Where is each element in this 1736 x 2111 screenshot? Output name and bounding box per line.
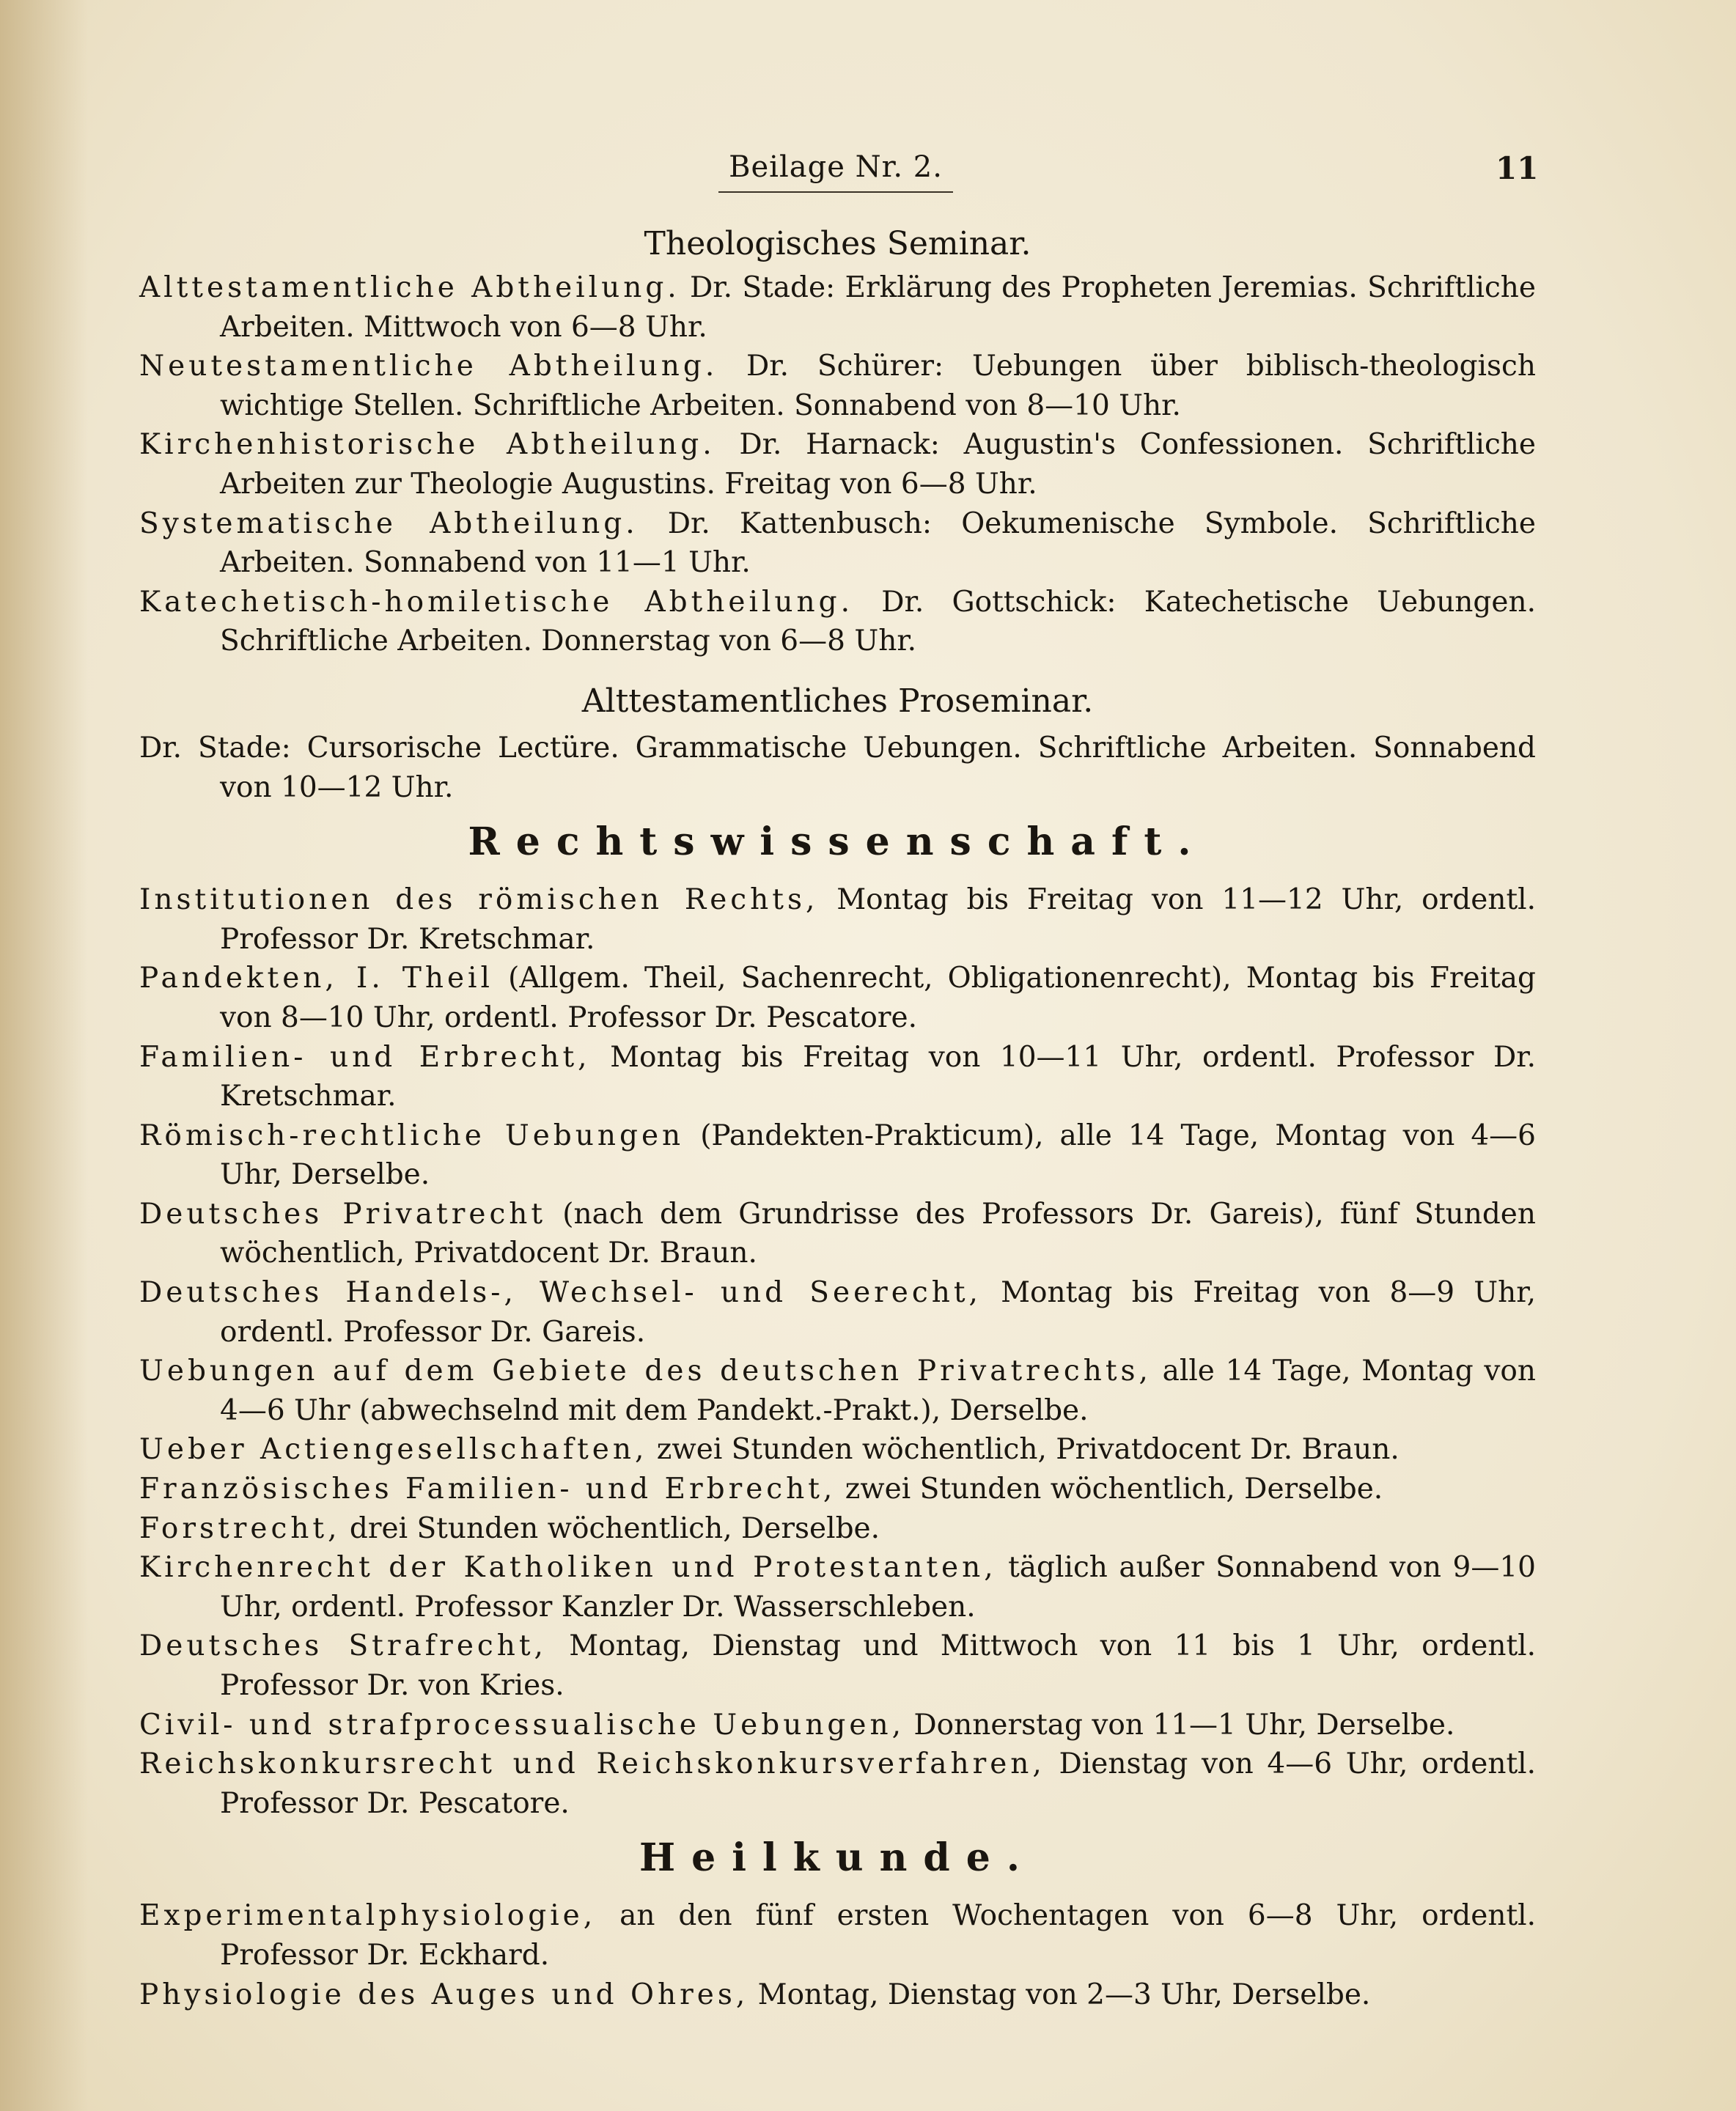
entry-lead: Ueber Actiengesellschaften, [139,1433,648,1467]
entry-text: Dr. Harnack: Augustin's Confessionen. Schriftliche Arbeiten zur Theologie Augustins. Freitag von 6—8 Uhr. [220,428,1537,501]
entry-lead: Institutionen des römischen Rechts, [139,883,819,917]
entry-text: Montag bis Freitag von 11—12 Uhr, ordentl. Professor Dr. Kretschmar. [220,883,1536,956]
entry-text: täglich außer Sonnabend von 9—10 Uhr, ordentl. Professor Kanzler Dr. Wasserschleben. [220,1551,1536,1624]
entry-text: an den fünf ersten Wochentagen von 6—8 Uhr, ordentl. Professor Dr. Eckhard. [220,1899,1536,1972]
entry-lead: Alttestamentliche Abtheilung. [139,271,680,304]
entry-text: zwei Stunden wöchentlich, Privatdocent Dr. Braun. [647,1433,1400,1467]
entry-text: Dr. Gottschick: Katechetische Uebungen. Schriftliche Arbeiten. Donnerstag von 6—8 Uhr. [220,585,1536,658]
entry-lead: Familien- und Erbrecht, [139,1040,591,1074]
entry-text: Montag, Dienstag und Mittwoch von 11 bis 1 Uhr, ordentl. Professor Dr. von Kries. [220,1629,1536,1702]
entry-lead: Römisch-rechtliche Uebungen [139,1119,685,1152]
entry-lead: Deutsches Strafrecht, [139,1629,547,1663]
entry-text: drei Stunden wöchentlich, Derselbe. [340,1511,880,1545]
entry-text: alle 14 Tage, Montag von 4—6 Uhr (abwechselnd mit dem Pandekt.-Prakt.), Derselbe. [220,1355,1536,1427]
section-heading-proseminar: Alttestamentliches Proseminar. [581,682,1094,720]
course-entry [139,1116,1536,1195]
course-entry [139,425,1536,504]
entry-lead: Deutsches Handels-, Wechsel- und Seerecht, [139,1276,982,1310]
entry-lead: Systematische Abtheilung. [139,506,639,540]
law-entries [139,880,1536,1823]
course-entry [139,1273,1536,1352]
entry-text: Montag bis Freitag von 10—11 Uhr, ordentl. Professor Dr. Kretschmar. [220,1040,1536,1113]
entry-text: Montag bis Freitag von 8—9 Uhr, ordentl. Professor Dr. Gareis. [220,1276,1536,1349]
entry-lead: Pandekten, I. Theil [139,962,493,995]
entry-lead: Civil- und strafprocessualische Uebungen, [139,1708,905,1742]
course-entry [139,1975,1536,2015]
course-entry [139,1626,1536,1705]
entry-text: Montag, Dienstag von 2—3 Uhr, Derselbe. [749,1978,1371,2011]
entry-text: (Allgem. Theil, Sachenrecht, Obligationenrecht), Montag bis Freitag von 8—10 Uhr, ordentl. Professor Dr. Pescatore. [220,962,1536,1034]
entry-text: Dr. Stade: Erklärung des Propheten Jeremias. Schriftliche Arbeiten. Mittwoch von 6—8 Uhr. [220,271,1536,344]
entry-lead: Katechetisch-homiletische Abtheilung. [139,585,854,619]
entry-text: zwei Stunden wöchentlich, Derselbe. [836,1473,1383,1506]
course-entry [139,1038,1536,1116]
entry-text: Donnerstag von 11—1 Uhr, Derselbe. [905,1708,1455,1742]
course-entry [139,1352,1536,1430]
course-entry [139,959,1536,1037]
header-rule [718,191,953,193]
course-entry [139,504,1536,583]
course-entry [139,880,1536,959]
entry-text: Dr. Stade: Cursorische Lectüre. Grammatische Uebungen. Schriftliche Arbeiten. Sonnabend von 10—12 Uhr. [139,731,1536,804]
theology-entries [139,268,1536,661]
course-entry [139,1896,1536,1975]
course-entry [139,347,1536,425]
entry-lead: Reichskonkursrecht und Reichskonkursverfahren, [139,1747,1045,1781]
header-title: Beilage Nr. 2. [729,150,943,184]
section-heading-medicine: Heilkunde. [639,1835,1036,1881]
section-heading-theology: Theologisches Seminar. [644,225,1031,262]
entry-text: Dr. Schürer: Uebungen über biblisch-theologisch wichtige Stellen. Schriftliche Arbeiten. Sonnabend von 8—10 Uhr. [220,350,1536,422]
course-entry [139,268,1536,347]
entry-text: Dr. Kattenbusch: Oekumenische Symbole. Schriftliche Arbeiten. Sonnabend von 11—1 Uhr. [220,506,1536,580]
entry-lead: Kirchenhistorische Abtheilung. [139,428,716,462]
entry-lead: Deutsches Privatrecht [139,1197,547,1231]
entry-lead: Neutestamentliche Abtheilung. [139,350,718,383]
course-entry [139,1195,1536,1273]
course-entry [139,1470,1536,1509]
section-heading-law: Rechtswissenschaft. [468,819,1207,865]
entry-lead: Uebungen auf dem Gebiete des deutschen Privatrechts, [139,1355,1152,1388]
course-entry [139,1745,1536,1823]
course-entry [139,583,1536,661]
proseminar-entries [139,729,1536,807]
entry-text: (Pandekten-Prakticum), alle 14 Tage, Montag von 4—6 Uhr, Derselbe. [220,1119,1536,1192]
course-entry [139,1548,1536,1626]
entry-text: Dienstag von 4—6 Uhr, ordentl. Professor Dr. Pescatore. [220,1747,1536,1820]
course-entry [139,1509,1536,1549]
entry-lead: Forstrecht, [139,1511,341,1545]
course-entry [139,1706,1536,1745]
page-number: 11 [1496,150,1539,186]
page-header [0,150,1736,194]
page-edge-shadow [0,0,88,2111]
entry-text: (nach dem Grundrisse des Professors Dr. Gareis), fünf Stunden wöchentlich, Privatdocent Dr. Braun. [220,1197,1536,1270]
entry-lead: Physiologie des Auges und Ohres, [139,1978,749,2011]
entry-lead: Französisches Familien- und Erbrecht, [139,1473,836,1506]
entry-lead: Experimentalphysiologie, [139,1899,597,1933]
medicine-entries [139,1896,1536,2014]
entry-lead: Kirchenrecht der Katholiken und Protestanten, [139,1551,997,1585]
course-entry [139,1430,1536,1470]
document-body [139,220,1536,2014]
course-entry [139,729,1536,807]
